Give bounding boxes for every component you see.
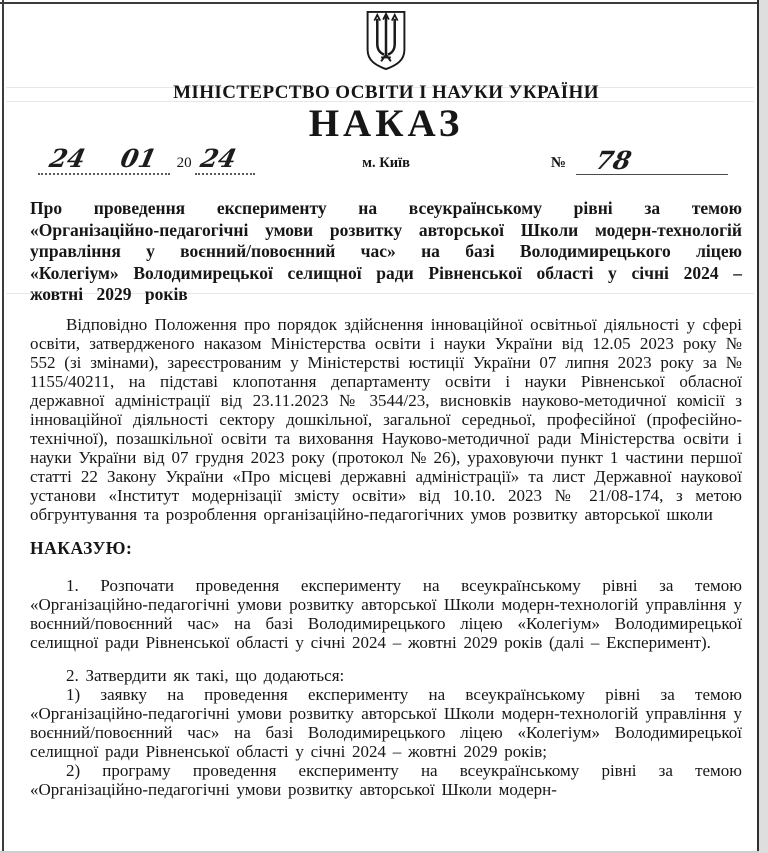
order-heading: НАКАЗУЮ: bbox=[30, 537, 133, 558]
date-number-row bbox=[30, 146, 742, 182]
order-item-1: 1. Розпочати проведення експерименту на всеукраїнському рівні за темою «Організаційно-педагогічні умови розвитку авторської Школи модерн-технологій управління у воєнний/повоєнний час» на базі Володимирецького ліцею «Колегіум» Володимирецької селищної ради Рівненської області у січні 2024 – жовтні 2029 років (далі – Експеримент). bbox=[30, 575, 742, 652]
emblem-container bbox=[30, 9, 742, 71]
handwritten-month: 01 bbox=[117, 144, 159, 173]
ministry-name: МІНІСТЕРСТВО ОСВІТИ І НАУКИ УКРАЇНИ bbox=[173, 82, 599, 103]
order-item-2: 2. Затвердити як такі, що додаються: bbox=[66, 665, 345, 685]
document-type-title: НАКАЗ bbox=[308, 102, 464, 145]
order-number-field bbox=[551, 148, 728, 175]
handwritten-day: 24 bbox=[47, 144, 88, 173]
order-number-line bbox=[576, 148, 728, 175]
scan-border-left bbox=[2, 0, 4, 853]
order-item-2-sub-1: 1) заявку на проведення експерименту на всеукраїнському рівні за темою «Організаційно-педагогічні умови розвитку авторської Школи модерн-технологій управління у воєнний/повоєнний час» на базі Володимирецького ліцею «Колегіум» Володимирецької селищної ради Рівненської області у січні 2024 – жовтні 2029 років; bbox=[30, 684, 742, 761]
handwritten-order-number: 78 bbox=[593, 146, 634, 175]
city-label: м. Київ bbox=[362, 155, 410, 171]
handwritten-year: 24 bbox=[197, 144, 239, 173]
number-sign-label: № bbox=[550, 155, 566, 171]
scan-edge-strip bbox=[759, 0, 768, 853]
order-item-2-sub-2: 2) програму проведення експерименту на всеукраїнському рівні за темою «Організаційно-педагогічні умови розвитку авторської Школи модерн- bbox=[30, 760, 742, 799]
preamble-paragraph: Відповідно Положення про порядок здійснення інноваційної освітньої діяльності у сфері освіти, затвердженого наказом Міністерства освіти і науки України від 12.05 2023 року № 552 (зі змінами), зареєстрованим у Міністерстві юстиції України 07 липня 2023 року за № 1155/40211, на підставі клопотання департаменту освіти і науки Рівненської обласної державної адміністрації від 23.11.2023 № 3544/23, висновків науково-методичної комісії з інноваційної діяльності сектору дошкільної, загальної середньої, професійної (професійно-технічної), позашкільної освіти та виховання Науково-методичної ради Міністерства освіти і науки України від 07 грудня 2023 року (протокол № 26), ураховуючи пункт 1 частини першої статті 22 Закону України «Про місцеві державні адміністрації» та лист Державної наукової установи «Інститут модернізації змісту освіти» від 10.10. 2023 № 21/08-174, з метою обгрунтування та розроблення організаційно-педагогічних умов розвитку авторської школи bbox=[30, 314, 742, 524]
printed-year-prefix: 20 bbox=[176, 155, 192, 171]
subject-paragraph: Про проведення експерименту на всеукраїнському рівні за темою «Організаційно-педагогічні умови розвитку авторської Школи модерн-технологій управління у воєнний/повоєнний час» на базі Володимирецького ліцею «Колегіум» Володимирецької селищної ради Рівненської області у січні 2024 – жовтні 2029 років bbox=[30, 198, 742, 304]
document-content bbox=[30, 0, 742, 799]
ukraine-trident-emblem-icon bbox=[363, 9, 409, 71]
